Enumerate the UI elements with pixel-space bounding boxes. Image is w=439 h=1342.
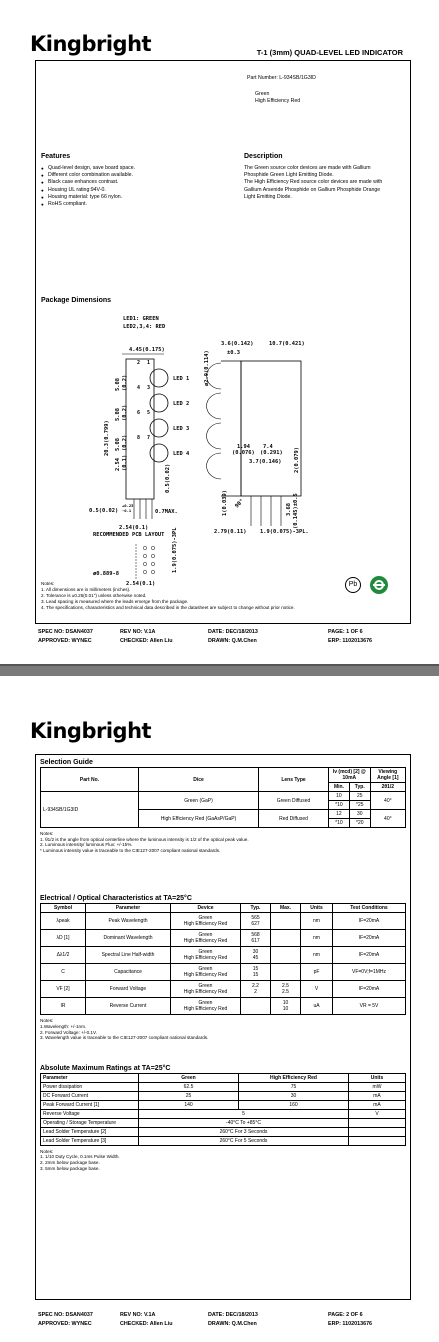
table-cell: *25 bbox=[349, 801, 370, 810]
note-item: Notes: bbox=[40, 1018, 54, 1024]
dim-base: 3.7(0.146) bbox=[249, 459, 282, 465]
table-cell: *10 bbox=[329, 819, 350, 828]
dim-lead-length-in: (0.145)±0.5 bbox=[293, 493, 299, 529]
dim-width: 4.45(0.175) bbox=[129, 347, 165, 353]
col-header: Green bbox=[139, 1073, 239, 1082]
value-line: 2.5 bbox=[282, 983, 289, 990]
table-cell: VF=0V;f=1MHz bbox=[333, 964, 406, 981]
table-cell: 40° bbox=[370, 810, 405, 828]
dim-offset: 1.94 bbox=[237, 444, 250, 450]
value-line: 2.2 bbox=[252, 983, 259, 990]
table-cell bbox=[271, 913, 301, 930]
table-cell bbox=[349, 1127, 406, 1136]
col-header: Parameter bbox=[86, 904, 171, 913]
note-item: 2. Luminous intensity/ luminous Flux: +/-15%. bbox=[40, 842, 133, 848]
note-item: 3. Wavelength value is traceable to the CIE127-2007 compliant national standards. bbox=[40, 1035, 209, 1041]
sub-header: 2θ1/2 bbox=[370, 783, 405, 792]
table-cell: Red Diffused bbox=[259, 810, 329, 828]
device-line: High Efficiency Red bbox=[183, 938, 228, 945]
table-cell: 25 bbox=[349, 792, 370, 801]
table-cell: C bbox=[41, 964, 86, 981]
pcb-layout-title: RECOMMENDED PCB LAYOUT bbox=[93, 532, 165, 538]
page-footer bbox=[38, 1312, 418, 1330]
table-row bbox=[41, 1118, 406, 1127]
table-cell: mW bbox=[349, 1082, 406, 1091]
table-cell: 40° bbox=[370, 792, 405, 810]
content-frame bbox=[35, 754, 411, 1300]
abs-notes bbox=[40, 1149, 406, 1171]
svg-text:3: 3 bbox=[147, 385, 151, 391]
value-line: 565 bbox=[251, 915, 260, 922]
led-2-label: LED 2 bbox=[173, 401, 190, 407]
svg-text:6: 6 bbox=[137, 410, 141, 416]
table-row bbox=[41, 1100, 406, 1109]
table-cell bbox=[171, 964, 241, 981]
pb-badge-text: Pb bbox=[348, 581, 358, 588]
notes-title: Notes: bbox=[41, 581, 55, 586]
svg-text:2: 2 bbox=[137, 360, 141, 366]
table-cell: 62.5 bbox=[139, 1082, 239, 1091]
footer-rev: REV NO: V.1A bbox=[120, 1312, 156, 1318]
note-item: 3. Lead spacing is measured where the leads emerge from the package. bbox=[41, 599, 189, 604]
eo-characteristics-table bbox=[40, 903, 406, 1015]
table-cell bbox=[271, 964, 301, 981]
table-cell bbox=[241, 964, 271, 981]
col-header: Iv (mcd) [2] @ 10mA bbox=[329, 768, 371, 783]
table-cell: IF=20mA bbox=[333, 930, 406, 947]
dim-spacing: 2.54(0.1) bbox=[119, 525, 149, 531]
value-line: 45 bbox=[252, 955, 259, 962]
note-item: 2. 2mm below package base. bbox=[40, 1159, 100, 1165]
note-item: 1. 1/10 Duty Cycle, 0.1ms Pulse Width. bbox=[40, 1154, 120, 1160]
dim-grid-pitch: 1.9(0.075)-3PL bbox=[172, 527, 178, 573]
device-line: Green bbox=[198, 1000, 213, 1007]
svg-text:8: 8 bbox=[137, 435, 141, 441]
dim-lens-dia: ø2.9(0.114) bbox=[204, 350, 210, 386]
datasheet-page-2 bbox=[0, 676, 439, 1342]
rohs-icon bbox=[370, 576, 388, 594]
table-cell: Reverse Current bbox=[86, 998, 171, 1015]
table-cell: 75 bbox=[239, 1082, 349, 1091]
feature-item: ● RoHS compliant. bbox=[41, 201, 231, 208]
table-cell bbox=[271, 981, 301, 998]
footer-rev: REV NO: V.1A bbox=[120, 629, 156, 635]
table-cell: Lead Solder Temperature [3] bbox=[41, 1136, 139, 1145]
table-row bbox=[41, 1082, 406, 1091]
feature-item: ● Quad-level design, save board space. bbox=[41, 165, 231, 172]
sub-header: Typ. bbox=[349, 783, 370, 792]
selection-notes bbox=[40, 831, 406, 853]
footer-approved: APPROVED: WYNEC bbox=[38, 638, 92, 644]
table-cell bbox=[241, 930, 271, 947]
device-line: High Efficiency Red bbox=[183, 972, 228, 979]
page-separator bbox=[0, 664, 439, 676]
device-line: Green bbox=[198, 932, 213, 939]
features-heading: Features bbox=[41, 153, 71, 160]
dim-tolerance-minus: -0.1 bbox=[122, 508, 132, 513]
table-cell: -40°C To +85°C bbox=[139, 1118, 349, 1127]
col-header: Device bbox=[171, 904, 241, 913]
table-cell: Power dissipation bbox=[41, 1082, 139, 1091]
color-green: Green bbox=[255, 91, 270, 97]
dim-base-height: 2(0.079) bbox=[294, 447, 300, 473]
dim-front-offset: 2.79(0.11) bbox=[214, 529, 247, 535]
datasheet-page-1 bbox=[0, 0, 439, 666]
dim-pitch-c: 5.08 bbox=[115, 438, 121, 451]
table-cell: mA bbox=[349, 1100, 406, 1109]
footer-erp: ERP: 1102013676 bbox=[328, 1321, 373, 1327]
footer-spec: SPEC NO: DSAN4037 bbox=[38, 629, 93, 635]
table-cell bbox=[171, 947, 241, 964]
note-item: Notes: bbox=[40, 831, 54, 836]
value-line: 568 bbox=[251, 932, 260, 939]
col-header: Part No. bbox=[41, 768, 139, 792]
table-cell: 260°C For 3 Seconds bbox=[139, 1127, 349, 1136]
table-cell: uA bbox=[301, 998, 333, 1015]
abs-max-table bbox=[40, 1073, 406, 1146]
package-notes bbox=[41, 581, 371, 611]
table-row bbox=[41, 1136, 406, 1145]
table-row bbox=[41, 1127, 406, 1136]
table-cell: Green Diffused bbox=[259, 792, 329, 810]
eo-notes bbox=[40, 1018, 406, 1040]
device-line: High Efficiency Red bbox=[183, 989, 228, 996]
table-cell: nm bbox=[301, 913, 333, 930]
table-cell: 30 bbox=[239, 1091, 349, 1100]
svg-text:1: 1 bbox=[147, 360, 151, 366]
table-cell bbox=[271, 930, 301, 947]
dim-lead-width: 0.5(0.02) bbox=[89, 508, 119, 514]
table-cell: Operating / Storage Temperature bbox=[41, 1118, 139, 1127]
col-header: Parameter bbox=[41, 1073, 139, 1082]
feature-item: ● Housing material: type 66 nylon. bbox=[41, 194, 231, 201]
note-item: * Luminous intensity value is traceable to the CIE127-2007 compliant national standards. bbox=[40, 847, 221, 853]
dim-depth: 3.6(0.142) bbox=[221, 341, 254, 347]
description-heading: Description bbox=[244, 153, 283, 160]
led-1-label: LED 1 bbox=[173, 376, 190, 382]
led-4-label: LED 4 bbox=[173, 451, 190, 457]
table-row bbox=[41, 947, 406, 964]
table-cell: 140 bbox=[139, 1100, 239, 1109]
table-cell bbox=[171, 998, 241, 1015]
dim-body-in: (0.291) bbox=[260, 450, 283, 456]
table-cell: IF=20mA bbox=[333, 913, 406, 930]
note-item: Notes: bbox=[40, 1148, 54, 1154]
note-item: 4. The specifications, characteristics and technical data described in the datasheet are subject to change without prior notice. bbox=[41, 605, 295, 610]
led234-color-label: LED2,3,4: RED bbox=[123, 324, 166, 330]
table-cell: Peak Forward Current [1] bbox=[41, 1100, 139, 1109]
dim-height: 20.3(0.799) bbox=[104, 420, 110, 456]
table-cell: pF bbox=[301, 964, 333, 981]
value-line: 10 bbox=[282, 1000, 289, 1007]
table-cell: *10 bbox=[329, 801, 350, 810]
dim-body: 7.4 bbox=[263, 444, 273, 450]
table-cell: Δλ1/2 bbox=[41, 947, 86, 964]
table-cell: Capacitance bbox=[86, 964, 171, 981]
table-cell: mA bbox=[349, 1091, 406, 1100]
table-cell: L-934SB/1G3ID bbox=[41, 792, 139, 828]
value-line: 10 bbox=[282, 1006, 289, 1013]
dim-grid: 2.54(0.1) bbox=[126, 581, 156, 587]
table-row bbox=[41, 913, 406, 930]
table-cell: Lead Solder Temperature [2] bbox=[41, 1127, 139, 1136]
dim-angle: 90° bbox=[234, 498, 246, 510]
description-line: Gallium Arsenide Phosphide on Gallium Phosphide Orange bbox=[244, 186, 381, 193]
value-line: 15 bbox=[252, 966, 259, 973]
table-cell: nm bbox=[301, 930, 333, 947]
dim-lead-a-in: (0.1) bbox=[122, 454, 128, 471]
device-line: Green bbox=[198, 966, 213, 973]
description-line: Phosphide Green Light Emitting Diode. bbox=[244, 172, 334, 179]
col-header: Max. bbox=[271, 904, 301, 913]
led-3-label: LED 3 bbox=[173, 426, 190, 432]
table-cell: V bbox=[349, 1109, 406, 1118]
value-line: 2 bbox=[254, 989, 257, 996]
table-cell: IF=20mA bbox=[333, 981, 406, 998]
sub-header: Min. bbox=[329, 783, 350, 792]
device-line: Green bbox=[198, 915, 213, 922]
table-cell: VR = 5V bbox=[333, 998, 406, 1015]
table-cell bbox=[349, 1118, 406, 1127]
content-frame bbox=[35, 60, 411, 624]
table-cell: V bbox=[301, 981, 333, 998]
note-item: 1.Wavelength: +/-1nm. bbox=[40, 1023, 87, 1029]
document-title: T-1 (3mm) QUAD-LEVEL LED INDICATOR bbox=[256, 48, 403, 57]
col-header: Units bbox=[301, 904, 333, 913]
table-cell: 10 bbox=[329, 792, 350, 801]
table-cell: Forward Voltage bbox=[86, 981, 171, 998]
dim-max: 0.7MAX. bbox=[155, 509, 178, 515]
description-line: The Green source color devices are made with Gallium bbox=[244, 165, 371, 171]
table-cell bbox=[349, 1136, 406, 1145]
package-heading: Package Dimensions bbox=[41, 297, 112, 304]
table-cell bbox=[171, 981, 241, 998]
table-row bbox=[41, 964, 406, 981]
feature-item: ● Housing UL rating:94V-0. bbox=[41, 187, 231, 194]
col-header: Units bbox=[349, 1073, 406, 1082]
note-item: 2. Forward Voltage: +/-0.1V. bbox=[40, 1029, 97, 1035]
table-cell: High Efficiency Red (GaAsP/GaP) bbox=[139, 810, 259, 828]
brand-logo: Kingbright bbox=[30, 719, 152, 743]
dim-lead-b: 0.5(0.02) bbox=[165, 463, 171, 493]
col-header: Typ. bbox=[241, 904, 271, 913]
note-item: 2. Tolerance is ±0.25(0.01") unless otherwise noted. bbox=[41, 593, 147, 598]
feature-item: ● Black case enhances contrast. bbox=[41, 179, 231, 186]
dim-standoff: 1(0.039) bbox=[222, 490, 228, 516]
dim-tolerance-plus: +0.25 bbox=[122, 503, 134, 508]
table-row bbox=[41, 981, 406, 998]
col-header: Dice bbox=[139, 768, 259, 792]
page-footer bbox=[38, 629, 418, 647]
dim-lead-a: 2.54 bbox=[115, 458, 121, 471]
dim-depth-tol: ±0.3 bbox=[227, 350, 240, 356]
led1-color-label: LED1: GREEN bbox=[123, 316, 159, 322]
pb-free-icon bbox=[345, 577, 361, 593]
svg-text:5: 5 bbox=[147, 410, 151, 416]
dim-row-pitch: 1.9(0.075)-3PL. bbox=[260, 529, 309, 535]
table-cell: 160 bbox=[239, 1100, 349, 1109]
dim-hole: ø0.889-8 bbox=[93, 571, 119, 577]
table-cell: Dominant Wavelength bbox=[86, 930, 171, 947]
footer-drawn: DRAWN: Q.M.Chen bbox=[208, 638, 257, 644]
table-row bbox=[41, 998, 406, 1015]
table-row bbox=[41, 1091, 406, 1100]
table-cell bbox=[241, 998, 271, 1015]
footer-spec: SPEC NO: DSAN4037 bbox=[38, 1312, 93, 1318]
value-line: 2.5 bbox=[282, 989, 289, 996]
dim-pitch-b: 5.08 bbox=[115, 408, 121, 421]
description-line: Light Emitting Diode. bbox=[244, 193, 292, 200]
dim-pitch-b-in: (0.2) bbox=[122, 404, 128, 421]
table-cell: DC Forward Current bbox=[41, 1091, 139, 1100]
dim-pitch-a: 5.08 bbox=[115, 378, 121, 391]
table-cell: 260°C For 5 Seconds bbox=[139, 1136, 349, 1145]
footer-erp: ERP: 1102013676 bbox=[328, 638, 373, 644]
table-cell: Reverse Voltage bbox=[41, 1109, 139, 1118]
table-row bbox=[41, 1109, 406, 1118]
table-cell: IF=20mA bbox=[333, 947, 406, 964]
table-cell bbox=[271, 947, 301, 964]
device-line: Green bbox=[198, 983, 213, 990]
note-item: 1. θ1/2 is the angle from optical centerline where the luminous intensity is 1/2 of the optical peak value. bbox=[40, 836, 249, 842]
footer-page: PAGE: 2 OF 6 bbox=[328, 1312, 363, 1318]
table-cell: λpeak bbox=[41, 913, 86, 930]
table-cell: 25 bbox=[139, 1091, 239, 1100]
table-cell: nm bbox=[301, 947, 333, 964]
dim-lead-length: 3.68 bbox=[286, 503, 292, 516]
eo-title: Electrical / Optical Characteristics at TA=25°C bbox=[40, 895, 192, 903]
brand-logo: Kingbright bbox=[30, 32, 152, 56]
col-header: High Efficiency Red bbox=[239, 1073, 349, 1082]
col-header: Lens Type bbox=[259, 768, 329, 792]
table-cell: λD [1] bbox=[41, 930, 86, 947]
svg-text:7: 7 bbox=[147, 435, 151, 441]
note-item: 3. 5mm below package base. bbox=[40, 1165, 100, 1171]
note-item: 1. All dimensions are in millimeters (inches). bbox=[41, 587, 131, 592]
table-cell: 12 bbox=[329, 810, 350, 819]
footer-date: DATE: DEC/18/2013 bbox=[208, 629, 258, 635]
footer-date: DATE: DEC/18/2013 bbox=[208, 1312, 258, 1318]
selection-guide-table bbox=[40, 767, 406, 828]
abs-max-title: Absolute Maximum Ratings at TA=25°C bbox=[40, 1064, 171, 1072]
col-header: Viewing Angle [1] bbox=[370, 768, 405, 783]
description-line: The High Efficiency Red source color devices are made with bbox=[244, 179, 383, 186]
table-cell bbox=[241, 947, 271, 964]
table-cell: *20 bbox=[349, 819, 370, 828]
device-line: High Efficiency Red bbox=[183, 921, 228, 928]
col-header: Test Conditions bbox=[333, 904, 406, 913]
footer-approved: APPROVED: WYNEC bbox=[38, 1321, 92, 1327]
color-red: High Efficiency Red bbox=[255, 98, 301, 104]
table-cell: VF [2] bbox=[41, 981, 86, 998]
value-line: 15 bbox=[252, 972, 259, 979]
table-cell bbox=[241, 913, 271, 930]
value-line: 627 bbox=[251, 921, 260, 928]
table-cell bbox=[241, 981, 271, 998]
table-cell: 30 bbox=[349, 810, 370, 819]
dim-pitch-c-in: (0.2) bbox=[122, 434, 128, 451]
table-cell: Peak Wavelength bbox=[86, 913, 171, 930]
table-cell: Spectral Line Half-width bbox=[86, 947, 171, 964]
value-line: 30 bbox=[252, 949, 259, 956]
footer-checked: CHECKED: Allen Liu bbox=[120, 1321, 173, 1327]
table-cell bbox=[171, 913, 241, 930]
svg-text:4: 4 bbox=[137, 385, 141, 391]
value-line: 617 bbox=[251, 938, 260, 945]
col-header: Symbol bbox=[41, 904, 86, 913]
table-cell bbox=[271, 998, 301, 1015]
table-cell: IR bbox=[41, 998, 86, 1015]
part-number: Part Number: L-934SB/1G3ID bbox=[247, 75, 316, 81]
footer-drawn: DRAWN: Q.M.Chen bbox=[208, 1321, 257, 1327]
table-cell: Green (GaP) bbox=[139, 792, 259, 810]
dim-offset-in: (0.076) bbox=[232, 450, 255, 456]
dim-pitch-a-in: (0.2) bbox=[122, 374, 128, 391]
device-line: Green bbox=[198, 949, 213, 956]
table-cell: 5 bbox=[139, 1109, 349, 1118]
table-row bbox=[41, 930, 406, 947]
selection-guide-title: Selection Guide bbox=[40, 759, 93, 766]
footer-page: PAGE: 1 OF 6 bbox=[328, 629, 363, 635]
device-line: High Efficiency Red bbox=[183, 1006, 228, 1013]
feature-item: ● Different color combination available. bbox=[41, 172, 231, 179]
dim-length: 10.7(0.421) bbox=[269, 341, 305, 347]
table-cell bbox=[171, 930, 241, 947]
device-line: High Efficiency Red bbox=[183, 955, 228, 962]
footer-checked: CHECKED: Allen Liu bbox=[120, 638, 173, 644]
